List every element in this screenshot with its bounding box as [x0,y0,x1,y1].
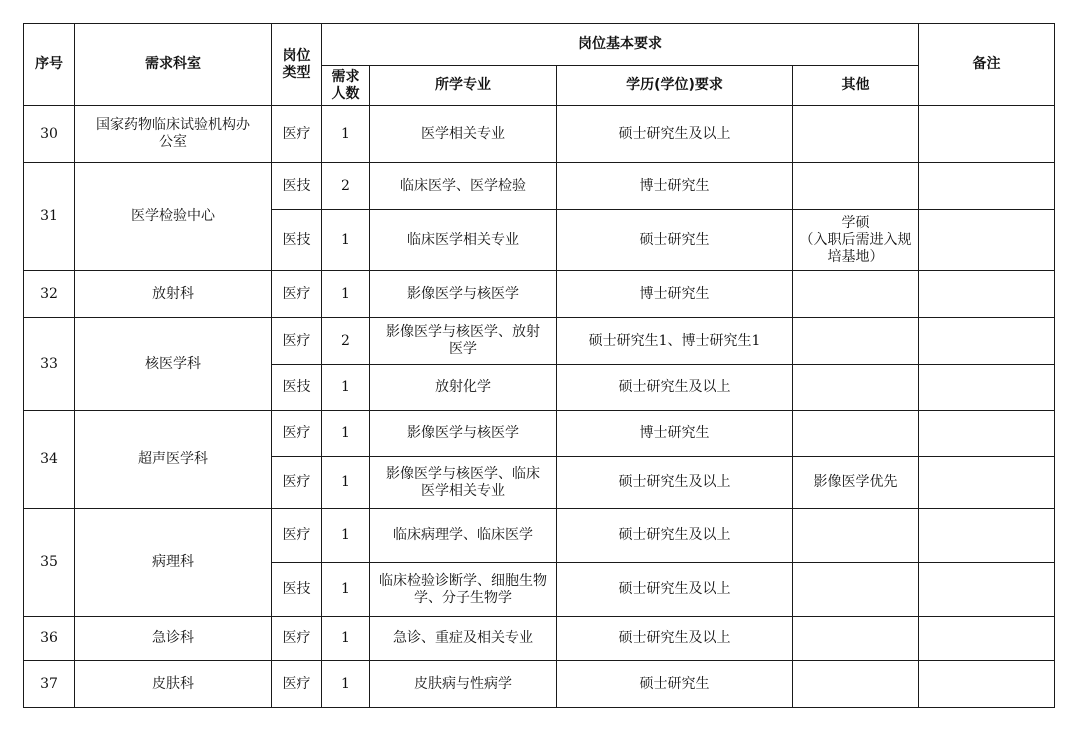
table-row [24,163,1055,210]
cell-remark [919,661,1055,708]
cell-degree: 博士研究生 [557,411,793,457]
header-count: 需求 人数 [322,66,370,106]
cell-remark [919,617,1055,661]
cell-seq: 32 [24,271,75,318]
cell-remark [919,365,1055,411]
cell-count: 1 [322,617,370,661]
cell-major: 临床医学相关专业 [370,210,557,271]
cell-count: 2 [322,163,370,210]
cell-dept: 皮肤科 [75,661,272,708]
cell-dept: 超声医学科 [75,411,272,509]
cell-type: 医疗 [272,411,322,457]
cell-count: 1 [322,365,370,411]
cell-other [793,318,919,365]
cell-remark [919,318,1055,365]
cell-degree: 硕士研究生 [557,210,793,271]
cell-major: 临床检验诊断学、细胞生物 学、分子生物学 [370,563,557,617]
cell-count: 1 [322,457,370,509]
cell-type: 医技 [272,365,322,411]
cell-dept: 国家药物临床试验机构办 公室 [75,106,272,163]
cell-count: 1 [322,411,370,457]
cell-other: 学硕 （入职后需进入规 培基地） [793,210,919,271]
cell-other [793,509,919,563]
cell-type: 医技 [272,210,322,271]
cell-dept: 核医学科 [75,318,272,411]
header-dept: 需求科室 [75,24,272,106]
cell-dept: 放射科 [75,271,272,318]
cell-type: 医疗 [272,661,322,708]
cell-major: 影像医学与核医学、临床 医学相关专业 [370,457,557,509]
table-row [24,617,1055,661]
header-degree: 学历(学位)要求 [557,66,793,106]
cell-seq: 33 [24,318,75,411]
cell-degree: 硕士研究生及以上 [557,509,793,563]
cell-major: 皮肤病与性病学 [370,661,557,708]
cell-type: 医疗 [272,457,322,509]
cell-other: 影像医学优先 [793,457,919,509]
cell-major: 影像医学与核医学 [370,411,557,457]
cell-count: 1 [322,271,370,318]
cell-seq: 31 [24,163,75,271]
cell-major: 医学相关专业 [370,106,557,163]
header-type: 岗位 类型 [272,24,322,106]
cell-major: 影像医学与核医学 [370,271,557,318]
cell-remark [919,411,1055,457]
table-row [24,411,1055,457]
cell-seq: 30 [24,106,75,163]
table-row [24,509,1055,563]
cell-remark [919,210,1055,271]
cell-count: 1 [322,106,370,163]
cell-remark [919,163,1055,210]
cell-other [793,163,919,210]
header-basic-requirements: 岗位基本要求 [322,24,919,66]
cell-count: 2 [322,318,370,365]
cell-seq: 35 [24,509,75,617]
cell-remark [919,106,1055,163]
cell-seq: 37 [24,661,75,708]
cell-type: 医技 [272,163,322,210]
cell-dept: 医学检验中心 [75,163,272,271]
cell-major: 急诊、重症及相关专业 [370,617,557,661]
cell-seq: 36 [24,617,75,661]
cell-remark [919,509,1055,563]
cell-dept: 急诊科 [75,617,272,661]
header-major: 所学专业 [370,66,557,106]
cell-major: 放射化学 [370,365,557,411]
cell-major: 临床医学、医学检验 [370,163,557,210]
cell-degree: 硕士研究生 [557,661,793,708]
cell-degree: 博士研究生 [557,271,793,318]
cell-count: 1 [322,509,370,563]
cell-type: 医疗 [272,509,322,563]
cell-count: 1 [322,210,370,271]
table-row [24,318,1055,365]
recruitment-table [23,23,1055,708]
cell-type: 医疗 [272,271,322,318]
cell-other [793,661,919,708]
cell-remark [919,271,1055,318]
table-row [24,106,1055,163]
cell-type: 医疗 [272,617,322,661]
cell-major: 影像医学与核医学、放射 医学 [370,318,557,365]
cell-seq: 34 [24,411,75,509]
header-seq: 序号 [24,24,75,106]
cell-degree: 硕士研究生及以上 [557,563,793,617]
cell-type: 医疗 [272,106,322,163]
cell-other [793,365,919,411]
table-row [24,661,1055,708]
cell-other [793,411,919,457]
cell-type: 医疗 [272,318,322,365]
cell-dept: 病理科 [75,509,272,617]
cell-remark [919,563,1055,617]
cell-count: 1 [322,563,370,617]
cell-remark [919,457,1055,509]
cell-degree: 硕士研究生1、博士研究生1 [557,318,793,365]
cell-count: 1 [322,661,370,708]
cell-degree: 硕士研究生及以上 [557,617,793,661]
cell-other [793,617,919,661]
cell-degree: 硕士研究生及以上 [557,365,793,411]
cell-type: 医技 [272,563,322,617]
header-other: 其他 [793,66,919,106]
header-remark: 备注 [919,24,1055,106]
cell-other [793,271,919,318]
cell-degree: 博士研究生 [557,163,793,210]
cell-other [793,106,919,163]
cell-major: 临床病理学、临床医学 [370,509,557,563]
cell-degree: 硕士研究生及以上 [557,457,793,509]
cell-degree: 硕士研究生及以上 [557,106,793,163]
table-row [24,271,1055,318]
cell-other [793,563,919,617]
